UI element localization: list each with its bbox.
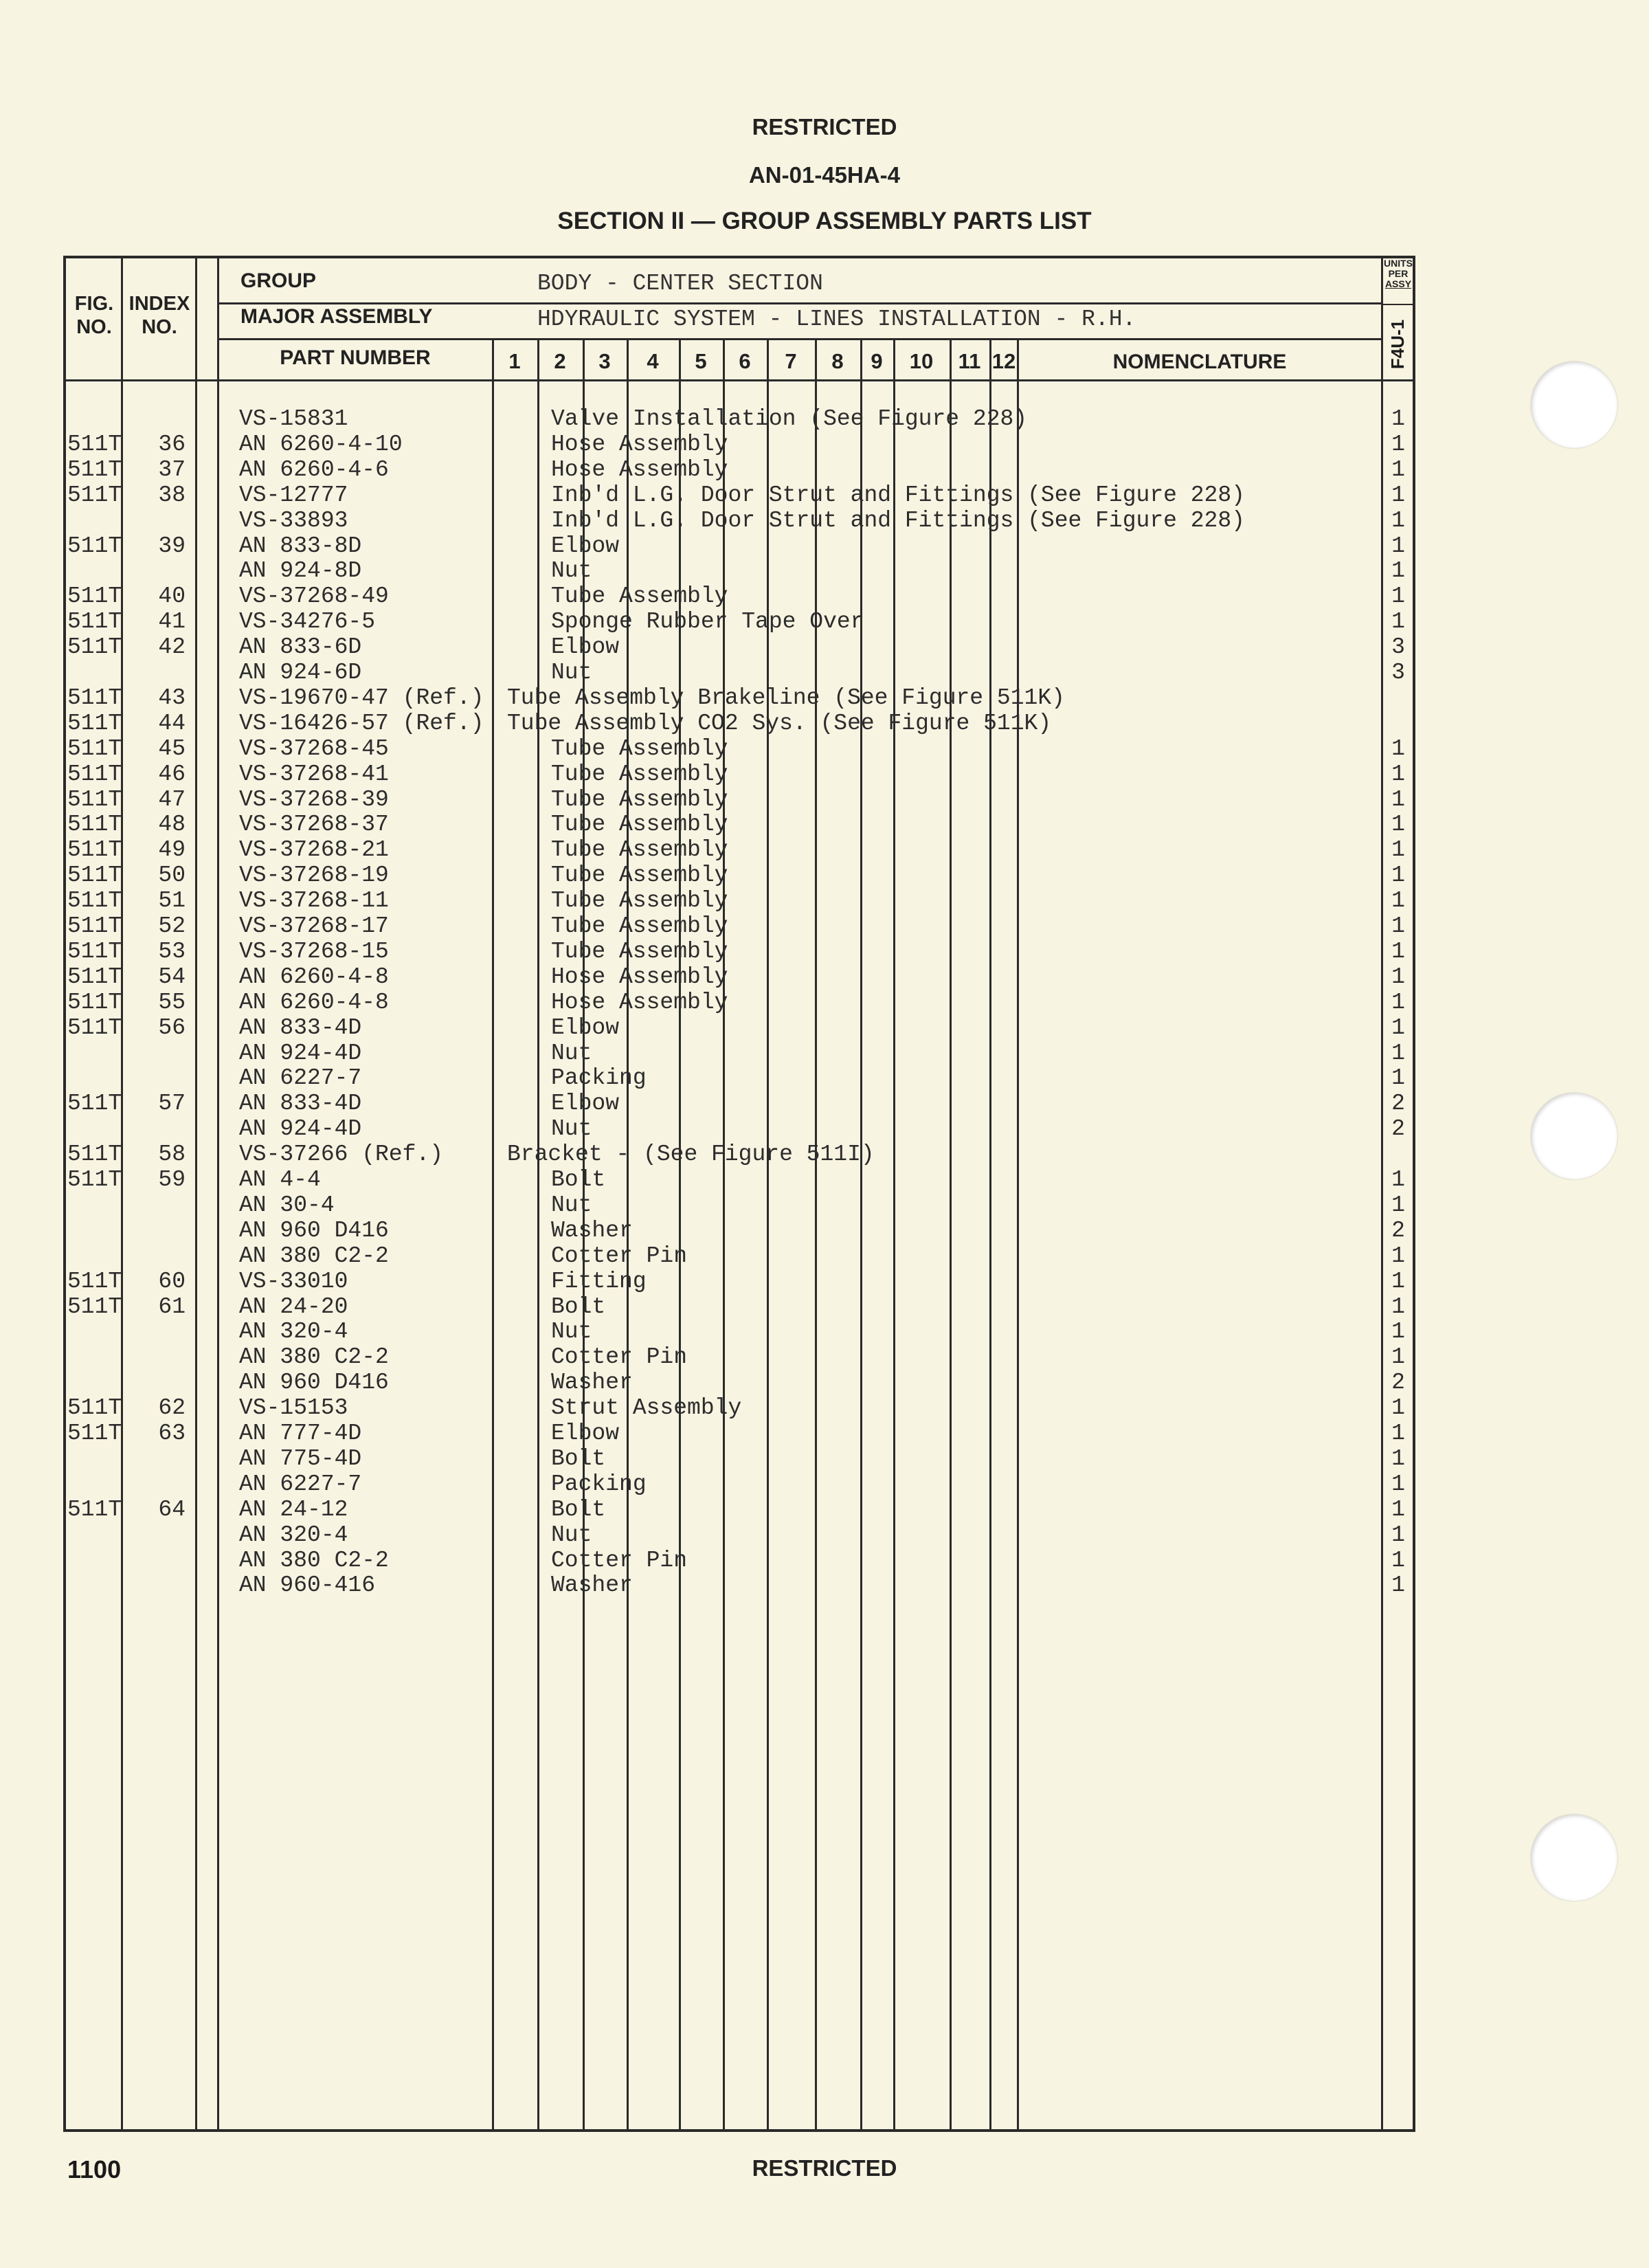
part-number-cell: VS-37268-19 xyxy=(239,863,389,888)
units-per-assy-label: UNITS PER ASSY xyxy=(1384,258,1413,289)
major-assembly-value: HDYRAULIC SYSTEM - LINES INSTALLATION - R.H. xyxy=(537,307,1136,332)
restricted-marking-bottom: RESTRICTED xyxy=(752,2155,897,2181)
part-number-cell: VS-19670-47 (Ref.) xyxy=(239,685,484,711)
units-cell: 1 xyxy=(1391,1294,1405,1320)
part-number-cell: AN 6227-7 xyxy=(239,1471,362,1497)
nomenclature-cell: Valve Installation (See Figure 228) xyxy=(551,406,1028,432)
fig-no-cell: 511T xyxy=(67,711,122,736)
index-no-cell: 38 xyxy=(158,482,186,508)
index-no-cell: 47 xyxy=(158,787,186,812)
fig-no-cell: 511T xyxy=(67,533,122,559)
fig-no-cell: 511T xyxy=(67,1421,122,1446)
index-no-cell: 63 xyxy=(158,1421,186,1446)
part-number-cell: VS-37268-49 xyxy=(239,583,389,609)
index-no-cell: 43 xyxy=(158,685,186,711)
fig-no-label-line1: FIG. xyxy=(74,293,114,315)
nomenclature-cell: Nut xyxy=(551,1522,592,1548)
part-number-cell: VS-34276-5 xyxy=(239,609,376,634)
units-cell: 1 xyxy=(1391,1497,1405,1522)
part-number-cell: VS-16426-57 (Ref.) xyxy=(239,711,484,736)
fig-no-cell: 511T xyxy=(67,736,122,761)
nomenclature-cell: Tube Assembly xyxy=(551,939,728,964)
part-number-cell: VS-15153 xyxy=(239,1395,348,1421)
units-cell: 1 xyxy=(1391,787,1405,812)
units-cell: 2 xyxy=(1391,1218,1405,1243)
part-number-cell: VS-33893 xyxy=(239,508,348,533)
index-no-cell: 53 xyxy=(158,939,186,964)
index-no-cell: 57 xyxy=(158,1091,186,1116)
index-no-cell: 58 xyxy=(158,1142,186,1167)
nomenclature-cell: Bracket - (See Figure 511I) xyxy=(507,1142,875,1167)
nomenclature-cell: Nut xyxy=(551,558,592,583)
index-no-cell: 61 xyxy=(158,1294,186,1320)
part-number-cell: AN 924-8D xyxy=(239,558,362,583)
part-number-cell: AN 924-4D xyxy=(239,1041,362,1066)
units-cell: 1 xyxy=(1391,1269,1405,1294)
units-cell: 1 xyxy=(1391,609,1405,634)
fig-no-cell: 511T xyxy=(67,812,122,837)
part-number-cell: AN 924-6D xyxy=(239,660,362,685)
nomenclature-cell: Sponge Rubber Tape Over xyxy=(551,609,864,634)
column-number-8: 8 xyxy=(831,349,844,373)
fig-no-cell: 511T xyxy=(67,685,122,711)
index-no-cell: 62 xyxy=(158,1395,186,1421)
part-number-cell: VS-33010 xyxy=(239,1269,348,1294)
nomenclature-cell: Bolt xyxy=(551,1446,606,1471)
units-cell: 2 xyxy=(1391,1370,1405,1395)
fig-no-cell: 511T xyxy=(67,1497,122,1522)
index-no-cell: 45 xyxy=(158,736,186,761)
nomenclature-cell: Tube Assembly xyxy=(551,787,728,812)
units-cell: 2 xyxy=(1391,1116,1405,1142)
part-number-cell: AN 6260-4-8 xyxy=(239,964,389,990)
nomenclature-cell: Strut Assembly xyxy=(551,1395,742,1421)
index-no-cell: 41 xyxy=(158,609,186,634)
units-cell: 1 xyxy=(1391,964,1405,990)
part-number-cell: AN 775-4D xyxy=(239,1446,362,1471)
part-number-cell: VS-37268-39 xyxy=(239,787,389,812)
column-number-3: 3 xyxy=(598,349,611,373)
units-cell: 1 xyxy=(1391,1015,1405,1041)
units-cell: 3 xyxy=(1391,634,1405,660)
part-number-label: PART NUMBER xyxy=(280,346,431,369)
fig-no-cell: 511T xyxy=(67,761,122,787)
units-cell: 3 xyxy=(1391,660,1405,685)
nomenclature-cell: Cotter Pin xyxy=(551,1243,688,1269)
part-number-cell: AN 380 C2-2 xyxy=(239,1548,389,1573)
part-number-cell: VS-37268-17 xyxy=(239,913,389,939)
part-number-cell: AN 4-4 xyxy=(239,1167,321,1192)
units-cell: 1 xyxy=(1391,812,1405,837)
part-number-cell: AN 380 C2-2 xyxy=(239,1344,389,1370)
fig-no-cell: 511T xyxy=(67,457,122,482)
nomenclature-cell: Elbow xyxy=(551,533,620,559)
part-number-cell: VS-37268-41 xyxy=(239,761,389,787)
nomenclature-cell: Hose Assembly xyxy=(551,432,728,457)
column-number-1: 1 xyxy=(508,349,521,373)
units-cell: 1 xyxy=(1391,888,1405,913)
fig-no-cell: 511T xyxy=(67,1142,122,1167)
units-cell: 1 xyxy=(1391,736,1405,761)
fig-no-cell: 511T xyxy=(67,837,122,863)
nomenclature-cell: Bolt xyxy=(551,1167,606,1192)
part-number-cell: AN 30-4 xyxy=(239,1192,335,1218)
nomenclature-cell: Washer xyxy=(551,1218,633,1243)
fig-no-cell: 511T xyxy=(67,863,122,888)
restricted-marking-top: RESTRICTED xyxy=(752,114,897,140)
nomenclature-cell: Packing xyxy=(551,1065,647,1091)
part-number-cell: VS-12777 xyxy=(239,482,348,508)
index-no-cell: 49 xyxy=(158,837,186,863)
part-number-cell: AN 380 C2-2 xyxy=(239,1243,389,1269)
units-cell: 1 xyxy=(1391,558,1405,583)
nomenclature-cell: Tube Assembly xyxy=(551,837,728,863)
document-number: AN-01-45HA-4 xyxy=(748,162,901,188)
units-cell: 1 xyxy=(1391,863,1405,888)
nomenclature-cell: Tube Assembly xyxy=(551,863,728,888)
index-no-cell: 56 xyxy=(158,1015,186,1041)
units-cell: 1 xyxy=(1391,1395,1405,1421)
index-no-cell: 60 xyxy=(158,1269,186,1294)
nomenclature-cell: Elbow xyxy=(551,634,620,660)
part-number-cell: AN 833-8D xyxy=(239,533,362,559)
nomenclature-cell: Nut xyxy=(551,1041,592,1066)
index-no-cell: 48 xyxy=(158,812,186,837)
units-cell: 1 xyxy=(1391,837,1405,863)
units-cell: 1 xyxy=(1391,1572,1405,1598)
nomenclature-cell: Nut xyxy=(551,1319,592,1344)
units-cell: 1 xyxy=(1391,583,1405,609)
part-number-cell: VS-37268-11 xyxy=(239,888,389,913)
nomenclature-cell: Nut xyxy=(551,660,592,685)
index-no-cell: 51 xyxy=(158,888,186,913)
part-number-cell: VS-37268-45 xyxy=(239,736,389,761)
units-cell: 1 xyxy=(1391,1041,1405,1066)
fig-no-cell: 511T xyxy=(67,787,122,812)
units-cell: 1 xyxy=(1391,939,1405,964)
part-number-cell: AN 24-20 xyxy=(239,1294,348,1320)
index-no-cell: 59 xyxy=(158,1167,186,1192)
fig-no-cell: 511T xyxy=(67,432,122,457)
fig-no-cell: 511T xyxy=(67,939,122,964)
part-number-cell: AN 833-6D xyxy=(239,634,362,660)
units-cell: 1 xyxy=(1391,482,1405,508)
units-cell: 1 xyxy=(1391,1243,1405,1269)
part-number-cell: VS-37268-15 xyxy=(239,939,389,964)
nomenclature-cell: Hose Assembly xyxy=(551,990,728,1015)
index-no-cell: 55 xyxy=(158,990,186,1015)
index-no-cell: 39 xyxy=(158,533,186,559)
part-number-cell: AN 6260-4-8 xyxy=(239,990,389,1015)
index-no-label-line1: INDEX xyxy=(128,293,190,315)
units-cell: 1 xyxy=(1391,1344,1405,1370)
units-cell: 1 xyxy=(1391,1192,1405,1218)
fig-no-cell: 511T xyxy=(67,990,122,1015)
fig-no-cell: 511T xyxy=(67,964,122,990)
index-no-label-line2: NO. xyxy=(142,316,177,338)
index-no-cell: 54 xyxy=(158,964,186,990)
index-no-cell: 64 xyxy=(158,1497,186,1522)
fig-no-cell: 511T xyxy=(67,634,122,660)
part-number-cell: AN 24-12 xyxy=(239,1497,348,1522)
nomenclature-cell: Bolt xyxy=(551,1497,606,1522)
nomenclature-label: NOMENCLATURE xyxy=(1112,351,1287,373)
nomenclature-cell: Packing xyxy=(551,1471,647,1497)
group-label: GROUP xyxy=(240,269,317,292)
nomenclature-cell: Elbow xyxy=(551,1015,620,1041)
nomenclature-cell: Inb'd L.G. Door Strut and Fittings (See Figure 228) xyxy=(551,482,1245,508)
index-no-cell: 46 xyxy=(158,761,186,787)
index-no-cell: 42 xyxy=(158,634,186,660)
column-number-6: 6 xyxy=(739,349,751,373)
column-number-4: 4 xyxy=(647,349,659,373)
part-number-cell: VS-15831 xyxy=(239,406,348,432)
fig-no-cell: 511T xyxy=(67,482,122,508)
part-number-cell: VS-37268-21 xyxy=(239,837,389,863)
part-number-cell: VS-37266 (Ref.) xyxy=(239,1142,444,1167)
index-no-cell: 44 xyxy=(158,711,186,736)
part-number-cell: VS-37268-37 xyxy=(239,812,389,837)
units-cell: 1 xyxy=(1391,1319,1405,1344)
fig-no-cell: 511T xyxy=(67,888,122,913)
index-no-cell: 52 xyxy=(158,913,186,939)
major-assembly-label: MAJOR ASSEMBLY xyxy=(240,305,433,328)
column-number-5: 5 xyxy=(695,349,707,373)
page-number: 1100 xyxy=(67,2155,122,2183)
units-cell: 1 xyxy=(1391,990,1405,1015)
part-number-cell: AN 960-416 xyxy=(239,1572,376,1598)
units-cell: 1 xyxy=(1391,1446,1405,1471)
nomenclature-cell: Tube Assembly xyxy=(551,913,728,939)
units-cell: 1 xyxy=(1391,761,1405,787)
column-number-9: 9 xyxy=(871,349,883,373)
nomenclature-cell: Hose Assembly xyxy=(551,457,728,482)
units-cell: 1 xyxy=(1391,1522,1405,1548)
part-number-cell: AN 6260-4-6 xyxy=(239,457,389,482)
units-cell: 1 xyxy=(1391,533,1405,559)
part-number-cell: AN 960 D416 xyxy=(239,1370,389,1395)
index-no-cell: 50 xyxy=(158,863,186,888)
fig-no-cell: 511T xyxy=(67,1294,122,1320)
index-no-cell: 36 xyxy=(158,432,186,457)
nomenclature-cell: Washer xyxy=(551,1370,633,1395)
fig-no-cell: 511T xyxy=(67,1091,122,1116)
nomenclature-cell: Cotter Pin xyxy=(551,1344,688,1370)
group-value: BODY - CENTER SECTION xyxy=(537,271,823,296)
units-cell: 1 xyxy=(1391,1471,1405,1497)
nomenclature-cell: Hose Assembly xyxy=(551,964,728,990)
nomenclature-cell: Tube Assembly xyxy=(551,761,728,787)
part-number-cell: AN 320-4 xyxy=(239,1319,348,1344)
part-number-cell: AN 777-4D xyxy=(239,1421,362,1446)
part-number-cell: AN 924-4D xyxy=(239,1116,362,1142)
units-cell: 1 xyxy=(1391,457,1405,482)
section-title: SECTION II — GROUP ASSEMBLY PARTS LIST xyxy=(557,208,1092,234)
index-no-cell: 40 xyxy=(158,583,186,609)
nomenclature-cell: Nut xyxy=(551,1192,592,1218)
fig-no-label-line2: NO. xyxy=(76,316,112,338)
part-number-cell: AN 6227-7 xyxy=(239,1065,362,1091)
fig-no-cell: 511T xyxy=(67,1167,122,1192)
units-cell: 1 xyxy=(1391,406,1405,432)
column-number-11: 11 xyxy=(958,349,981,373)
nomenclature-cell: Washer xyxy=(551,1572,633,1598)
fig-no-cell: 511T xyxy=(67,583,122,609)
units-cell: 1 xyxy=(1391,508,1405,533)
part-number-cell: AN 960 D416 xyxy=(239,1218,389,1243)
nomenclature-cell: Tube Assembly xyxy=(551,583,728,609)
units-cell: 1 xyxy=(1391,432,1405,457)
part-number-cell: AN 833-4D xyxy=(239,1015,362,1041)
units-cell: 1 xyxy=(1391,1167,1405,1192)
column-number-2: 2 xyxy=(554,349,566,373)
fig-no-cell: 511T xyxy=(67,913,122,939)
fig-no-cell: 511T xyxy=(67,1395,122,1421)
units-cell: 1 xyxy=(1391,1065,1405,1091)
nomenclature-cell: Elbow xyxy=(551,1421,620,1446)
nomenclature-cell: Tube Assembly xyxy=(551,888,728,913)
part-number-cell: AN 320-4 xyxy=(239,1522,348,1548)
nomenclature-cell: Fitting xyxy=(551,1269,647,1294)
column-number-10: 10 xyxy=(909,349,934,373)
column-number-7: 7 xyxy=(785,349,797,373)
fig-no-cell: 511T xyxy=(67,1269,122,1294)
units-cell: 2 xyxy=(1391,1091,1405,1116)
part-number-cell: AN 833-4D xyxy=(239,1091,362,1116)
units-cell: 1 xyxy=(1391,1548,1405,1573)
part-number-cell: AN 6260-4-10 xyxy=(239,432,403,457)
nomenclature-cell: Elbow xyxy=(551,1091,620,1116)
nomenclature-cell: Nut xyxy=(551,1116,592,1142)
nomenclature-cell: Tube Assembly CO2 Sys. (See Figure 511K) xyxy=(507,711,1052,736)
column-number-12: 12 xyxy=(991,349,1016,373)
fig-no-cell: 511T xyxy=(67,1015,122,1041)
units-cell: 1 xyxy=(1391,1421,1405,1446)
index-no-cell: 37 xyxy=(158,457,186,482)
nomenclature-cell: Inb'd L.G. Door Strut and Fittings (See Figure 228) xyxy=(551,508,1245,533)
nomenclature-cell: Cotter Pin xyxy=(551,1548,688,1573)
nomenclature-cell: Tube Assembly xyxy=(551,812,728,837)
nomenclature-cell: Tube Assembly xyxy=(551,736,728,761)
nomenclature-cell: Bolt xyxy=(551,1294,606,1320)
fig-no-cell: 511T xyxy=(67,609,122,634)
model-label: F4U-1 xyxy=(1387,319,1408,370)
nomenclature-cell: Tube Assembly Brakeline (See Figure 511K) xyxy=(507,685,1065,711)
units-cell: 1 xyxy=(1391,913,1405,939)
